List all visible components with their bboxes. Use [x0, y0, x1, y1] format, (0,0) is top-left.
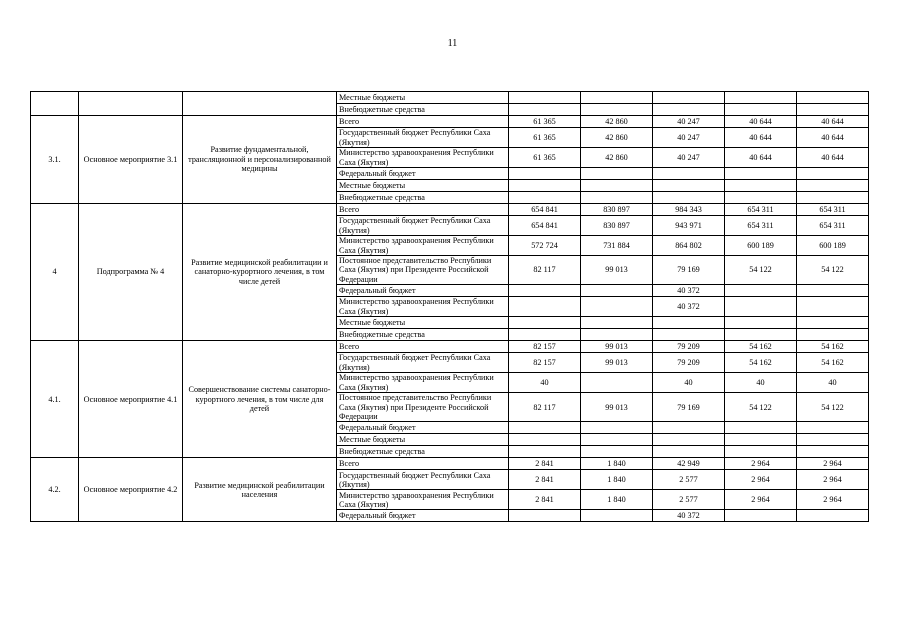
amount-cell: 2 577 [653, 470, 725, 490]
amount-cell: 42 860 [581, 116, 653, 128]
amount-cell: 42 860 [581, 128, 653, 148]
amount-cell [725, 297, 797, 317]
amount-cell [581, 168, 653, 180]
amount-cell: 654 311 [797, 204, 869, 216]
funding-source: Всего [337, 116, 509, 128]
amount-cell: 2 841 [509, 458, 581, 470]
page-number: 11 [447, 38, 458, 49]
amount-cell [581, 192, 653, 204]
amount-cell [797, 422, 869, 434]
funding-source: Министерство здравоохранения Республики Саха (Якутия) [337, 297, 509, 317]
funding-source: Всего [337, 341, 509, 353]
amount-cell [509, 317, 581, 329]
amount-cell: 654 311 [725, 216, 797, 236]
amount-cell [581, 285, 653, 297]
funding-source: Всего [337, 204, 509, 216]
amount-cell: 1 840 [581, 470, 653, 490]
event-description: Развитие фундаментальной, трансляционной и персонализированной медицины [183, 116, 337, 204]
amount-cell [581, 373, 653, 393]
amount-cell: 654 311 [797, 216, 869, 236]
amount-cell [725, 180, 797, 192]
amount-cell [797, 510, 869, 522]
amount-cell: 54 162 [725, 341, 797, 353]
amount-cell: 40 [725, 373, 797, 393]
funding-source: Внебюджетные средства [337, 329, 509, 341]
amount-cell: 2 964 [725, 490, 797, 510]
amount-cell: 54 122 [725, 256, 797, 285]
funding-source: Государственный бюджет Республики Саха (Якутия) [337, 128, 509, 148]
amount-cell: 79 169 [653, 393, 725, 422]
row-number: 3.1. [31, 116, 79, 204]
amount-cell: 42 860 [581, 148, 653, 168]
amount-cell [725, 510, 797, 522]
amount-cell: 572 724 [509, 236, 581, 256]
amount-cell: 943 971 [653, 216, 725, 236]
amount-cell [797, 329, 869, 341]
amount-cell: 99 013 [581, 353, 653, 373]
amount-cell: 79 209 [653, 353, 725, 373]
amount-cell: 61 365 [509, 116, 581, 128]
amount-cell: 54 122 [725, 393, 797, 422]
table-body [31, 92, 869, 522]
amount-cell [797, 297, 869, 317]
amount-cell: 600 189 [725, 236, 797, 256]
funding-source: Государственный бюджет Республики Саха (Якутия) [337, 216, 509, 236]
amount-cell [509, 168, 581, 180]
amount-cell: 2 841 [509, 470, 581, 490]
amount-cell [581, 434, 653, 446]
amount-cell [653, 434, 725, 446]
amount-cell: 61 365 [509, 148, 581, 168]
funding-source: Местные бюджеты [337, 92, 509, 104]
funding-source: Местные бюджеты [337, 180, 509, 192]
amount-cell [581, 422, 653, 434]
amount-cell: 82 157 [509, 341, 581, 353]
amount-cell: 731 884 [581, 236, 653, 256]
amount-cell [653, 192, 725, 204]
funding-source: Федеральный бюджет [337, 168, 509, 180]
amount-cell [653, 92, 725, 104]
event-name: Основное мероприятие 3.1 [79, 116, 183, 204]
amount-cell: 984 343 [653, 204, 725, 216]
funding-source: Всего [337, 458, 509, 470]
amount-cell [725, 434, 797, 446]
amount-cell [581, 104, 653, 116]
amount-cell [725, 329, 797, 341]
amount-cell [509, 192, 581, 204]
row-number: 4.2. [31, 458, 79, 522]
amount-cell [797, 180, 869, 192]
amount-cell [653, 446, 725, 458]
amount-cell [653, 180, 725, 192]
amount-cell [509, 446, 581, 458]
amount-cell: 40 644 [725, 148, 797, 168]
amount-cell [725, 92, 797, 104]
amount-cell: 40 644 [725, 128, 797, 148]
amount-cell: 2 964 [725, 458, 797, 470]
amount-cell: 40 644 [725, 116, 797, 128]
amount-cell: 40 [653, 373, 725, 393]
amount-cell: 54 122 [797, 256, 869, 285]
table-row [31, 92, 869, 104]
amount-cell [509, 510, 581, 522]
amount-cell: 1 840 [581, 490, 653, 510]
amount-cell [797, 434, 869, 446]
amount-cell: 654 841 [509, 216, 581, 236]
amount-cell [581, 297, 653, 317]
amount-cell [581, 329, 653, 341]
amount-cell: 40 247 [653, 128, 725, 148]
amount-cell: 54 162 [797, 341, 869, 353]
amount-cell: 40 247 [653, 116, 725, 128]
amount-cell: 1 840 [581, 458, 653, 470]
funding-source: Внебюджетные средства [337, 104, 509, 116]
event-name: Основное мероприятие 4.1 [79, 341, 183, 458]
row-number: 4.1. [31, 341, 79, 458]
amount-cell [581, 446, 653, 458]
amount-cell [581, 92, 653, 104]
amount-cell [509, 422, 581, 434]
amount-cell [797, 192, 869, 204]
budget-table [30, 91, 869, 522]
amount-cell [797, 168, 869, 180]
amount-cell [509, 92, 581, 104]
amount-cell: 654 841 [509, 204, 581, 216]
amount-cell [725, 285, 797, 297]
amount-cell: 40 247 [653, 148, 725, 168]
amount-cell [509, 434, 581, 446]
amount-cell [725, 446, 797, 458]
event-description: Совершенствование системы санаторно-курортного лечения, в том числе для детей [183, 341, 337, 458]
amount-cell [509, 285, 581, 297]
amount-cell: 40 644 [797, 148, 869, 168]
funding-source: Местные бюджеты [337, 317, 509, 329]
amount-cell: 54 162 [725, 353, 797, 373]
amount-cell: 82 117 [509, 256, 581, 285]
funding-source: Внебюджетные средства [337, 192, 509, 204]
amount-cell: 2 841 [509, 490, 581, 510]
funding-source: Министерство здравоохранения Республики Саха (Якутия) [337, 490, 509, 510]
amount-cell [725, 317, 797, 329]
amount-cell: 2 964 [725, 470, 797, 490]
funding-source: Министерство здравоохранения Республики Саха (Якутия) [337, 373, 509, 393]
amount-cell: 40 644 [797, 128, 869, 148]
amount-cell: 2 577 [653, 490, 725, 510]
amount-cell: 79 169 [653, 256, 725, 285]
amount-cell: 54 122 [797, 393, 869, 422]
event-name [79, 92, 183, 116]
amount-cell: 79 209 [653, 341, 725, 353]
amount-cell [581, 510, 653, 522]
amount-cell: 40 644 [797, 116, 869, 128]
amount-cell [653, 104, 725, 116]
funding-source: Федеральный бюджет [337, 422, 509, 434]
amount-cell: 830 897 [581, 216, 653, 236]
amount-cell [653, 317, 725, 329]
amount-cell: 864 802 [653, 236, 725, 256]
amount-cell: 2 964 [797, 490, 869, 510]
amount-cell: 61 365 [509, 128, 581, 148]
event-name: Подпрограмма № 4 [79, 204, 183, 341]
event-description: Развитие медицинской реабилитации и санаторно-курортного лечения, в том числе детей [183, 204, 337, 341]
amount-cell [725, 104, 797, 116]
amount-cell [581, 180, 653, 192]
event-name: Основное мероприятие 4.2 [79, 458, 183, 522]
amount-cell: 654 311 [725, 204, 797, 216]
funding-source: Министерство здравоохранения Республики Саха (Якутия) [337, 236, 509, 256]
table-row [31, 458, 869, 470]
amount-cell: 82 117 [509, 393, 581, 422]
funding-source: Государственный бюджет Республики Саха (Якутия) [337, 353, 509, 373]
amount-cell [725, 192, 797, 204]
table-row [31, 204, 869, 216]
funding-source: Государственный бюджет Республики Саха (Якутия) [337, 470, 509, 490]
amount-cell [653, 168, 725, 180]
amount-cell [725, 168, 797, 180]
amount-cell: 99 013 [581, 256, 653, 285]
funding-source: Министерство здравоохранения Республики Саха (Якутия) [337, 148, 509, 168]
amount-cell: 40 [509, 373, 581, 393]
table-row [31, 341, 869, 353]
amount-cell [725, 422, 797, 434]
amount-cell [581, 317, 653, 329]
table-row [31, 116, 869, 128]
amount-cell: 2 964 [797, 470, 869, 490]
event-description: Развитие медицинской реабилитации населения [183, 458, 337, 522]
amount-cell: 99 013 [581, 341, 653, 353]
funding-source: Федеральный бюджет [337, 285, 509, 297]
funding-source: Постоянное представительство Республики Саха (Якутия) при Президенте Российской Федерации [337, 393, 509, 422]
amount-cell: 600 189 [797, 236, 869, 256]
amount-cell [653, 329, 725, 341]
amount-cell: 40 372 [653, 297, 725, 317]
amount-cell: 99 013 [581, 393, 653, 422]
amount-cell [797, 104, 869, 116]
funding-source: Местные бюджеты [337, 434, 509, 446]
amount-cell [797, 446, 869, 458]
amount-cell [797, 285, 869, 297]
funding-source: Внебюджетные средства [337, 446, 509, 458]
event-description [183, 92, 337, 116]
row-number: 4 [31, 204, 79, 341]
amount-cell [797, 92, 869, 104]
row-number [31, 92, 79, 116]
funding-source: Постоянное представительство Республики Саха (Якутия) при Президенте Российской Федерации [337, 256, 509, 285]
amount-cell [653, 422, 725, 434]
amount-cell: 830 897 [581, 204, 653, 216]
amount-cell: 40 [797, 373, 869, 393]
amount-cell: 42 949 [653, 458, 725, 470]
amount-cell [797, 317, 869, 329]
funding-source: Федеральный бюджет [337, 510, 509, 522]
amount-cell: 82 157 [509, 353, 581, 373]
amount-cell: 40 372 [653, 285, 725, 297]
amount-cell: 40 372 [653, 510, 725, 522]
amount-cell [509, 104, 581, 116]
amount-cell [509, 180, 581, 192]
amount-cell [509, 329, 581, 341]
amount-cell: 54 162 [797, 353, 869, 373]
amount-cell: 2 964 [797, 458, 869, 470]
amount-cell [509, 297, 581, 317]
